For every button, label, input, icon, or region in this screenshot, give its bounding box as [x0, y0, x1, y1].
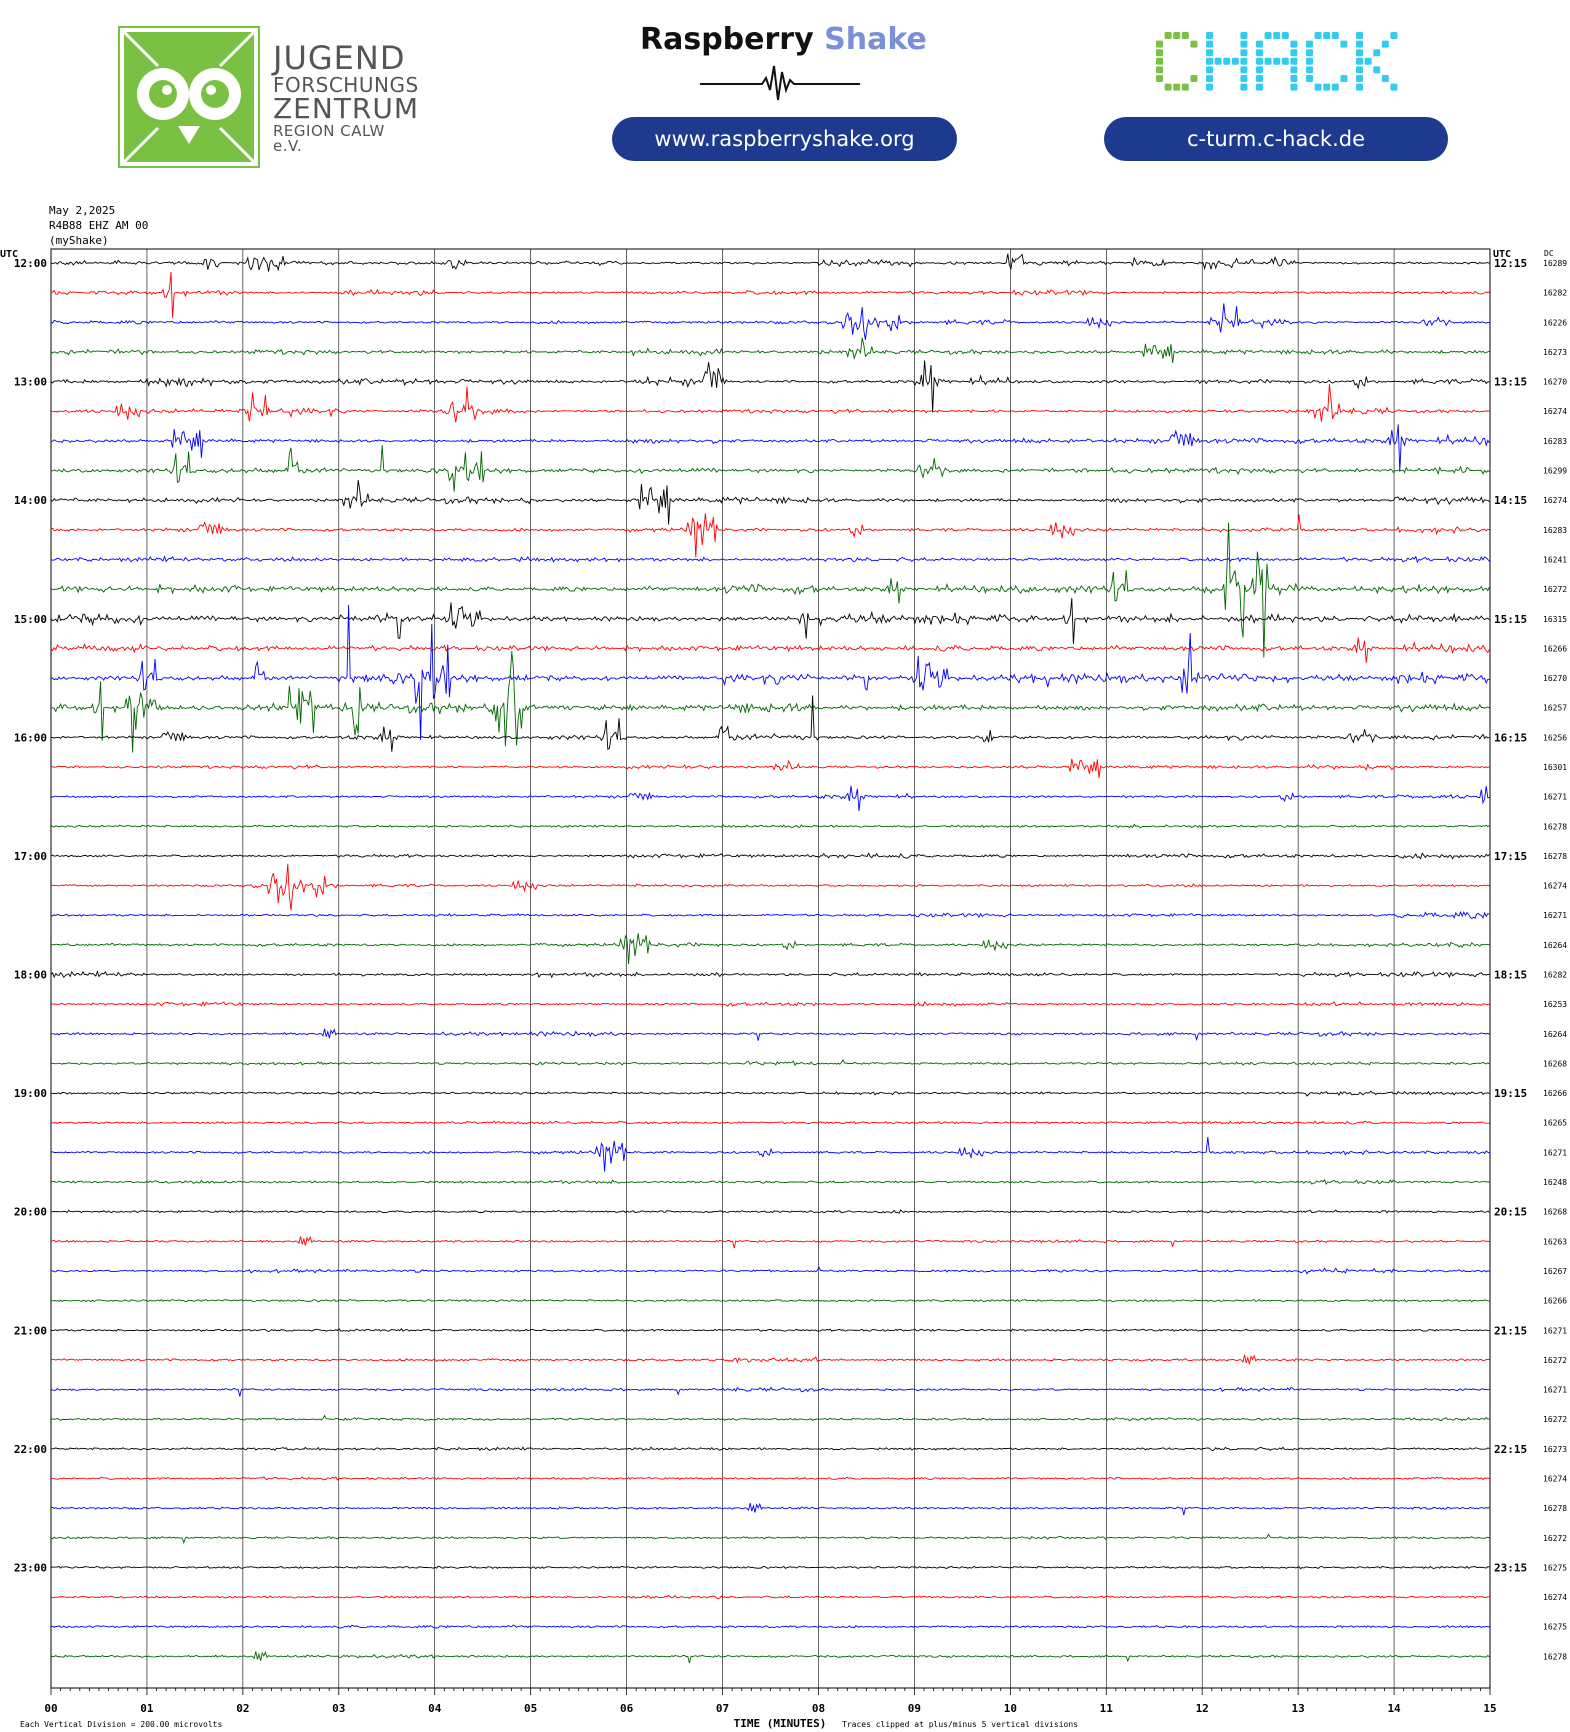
dc-value: 16271 [1543, 1326, 1568, 1336]
brand-shake: Shake [824, 22, 927, 57]
left-hour-label: 15:00 [13, 612, 47, 626]
dc-value: 16282 [1543, 970, 1568, 980]
x-axis-label: TIME (MINUTES) [733, 1717, 827, 1730]
trace-line [51, 1416, 1489, 1421]
dc-value: 16248 [1543, 1178, 1568, 1188]
trace-group [51, 254, 1489, 1664]
right-hour-label: 13:15 [1494, 375, 1528, 389]
right-hour-label: 23:15 [1494, 1561, 1528, 1575]
left-hour-label: 19:00 [13, 1087, 47, 1101]
x-tick-label: 07 [715, 1702, 730, 1715]
x-tick-label: 02 [236, 1702, 250, 1715]
dc-value: 16256 [1543, 733, 1568, 743]
trace-line [51, 1300, 1489, 1302]
dc-value: 16289 [1543, 259, 1568, 268]
x-tick-label: 05 [524, 1702, 538, 1715]
dc-value: 16266 [1543, 1296, 1568, 1306]
dc-value: 16301 [1543, 762, 1568, 772]
left-utc-label: UTC [0, 249, 19, 260]
trace-line [51, 824, 1489, 827]
trace-line [51, 912, 1489, 918]
dc-value: 16266 [1543, 1089, 1568, 1099]
trace-line [51, 445, 1489, 492]
dc-value: 16282 [1543, 288, 1568, 298]
dc-value: 16274 [1543, 496, 1568, 506]
dc-value: 16278 [1543, 851, 1568, 861]
right-hour-label: 21:15 [1494, 1324, 1528, 1338]
trace-line [51, 1002, 1489, 1006]
trace-line [51, 523, 1489, 658]
jfz-line-4: REGION CALW e.V. [273, 121, 385, 155]
left-hour-label: 22:00 [13, 1442, 47, 1456]
trace-line [51, 1503, 1489, 1515]
x-tick-label: 10 [1003, 1702, 1017, 1715]
left-hour-label: 20:00 [13, 1205, 47, 1219]
dc-value: 16299 [1543, 466, 1568, 476]
dc-value: 16272 [1543, 1415, 1568, 1425]
left-hour-label: 14:00 [13, 494, 47, 508]
chart-station: R4B88 EHZ AM 00 [49, 219, 149, 232]
dc-value: 16265 [1543, 1118, 1568, 1128]
dc-value: 16267 [1543, 1266, 1568, 1276]
dc-value: 16241 [1543, 555, 1568, 565]
trace-line [51, 1137, 1489, 1171]
x-tick-label: 00 [44, 1702, 58, 1715]
plot-frame [44, 249, 1496, 1715]
dc-value: 16278 [1543, 822, 1568, 832]
dc-value: 16272 [1543, 1355, 1568, 1365]
dc-value: 16253 [1543, 1000, 1568, 1010]
trace-line [51, 1596, 1489, 1599]
x-tick-label: 14 [1387, 1702, 1401, 1715]
brand-raspberry: Raspberry [640, 22, 814, 57]
x-tick-label: 13 [1291, 1702, 1305, 1715]
trace-line [51, 557, 1489, 563]
trace-line [51, 638, 1489, 663]
dc-value: 16226 [1543, 318, 1568, 328]
right-hour-label: 14:15 [1494, 494, 1528, 508]
x-tick-label: 15 [1483, 1702, 1497, 1715]
trace-line [51, 1267, 1489, 1274]
trace-line [51, 272, 1489, 318]
dc-value: 16273 [1543, 347, 1568, 357]
dc-value: 16271 [1543, 1148, 1568, 1158]
left-hour-label: 17:00 [13, 849, 47, 863]
dc-value: 16275 [1543, 1622, 1568, 1632]
chart-date: May 2,2025 [49, 204, 116, 217]
x-tick-label: 03 [332, 1702, 346, 1715]
x-tick-label: 09 [907, 1702, 922, 1715]
trace-line [51, 480, 1489, 524]
x-tick-label: 12 [1195, 1702, 1209, 1715]
dc-value: 16272 [1543, 585, 1568, 595]
plot-border [51, 249, 1490, 1688]
trace-line [51, 696, 1489, 752]
trace-line [51, 1121, 1489, 1124]
trace-line [51, 1625, 1489, 1628]
right-hour-label: 19:15 [1494, 1087, 1528, 1101]
trace-line [51, 1566, 1489, 1568]
dc-value: 16274 [1543, 407, 1568, 417]
dc-value: 16257 [1543, 703, 1568, 713]
dc-column-label: DC [1544, 249, 1554, 258]
dc-value: 16266 [1543, 644, 1568, 654]
trace-line [51, 360, 1489, 412]
dc-value: 16315 [1543, 614, 1568, 624]
dc-value: 16271 [1543, 1385, 1568, 1395]
dc-value: 16263 [1543, 1237, 1568, 1247]
raspberryshake-url-link[interactable]: www.raspberryshake.org [612, 117, 957, 161]
trace-line [51, 1210, 1489, 1213]
dc-value: 16270 [1543, 674, 1568, 684]
chart-source: (myShake) [49, 234, 109, 247]
x-tick-label: 11 [1099, 1702, 1113, 1715]
trace-line [51, 1477, 1489, 1480]
left-hour-label: 13:00 [13, 375, 47, 389]
trace-line [51, 1329, 1489, 1332]
trace-line [51, 1387, 1489, 1396]
trace-line [51, 786, 1489, 811]
left-hour-label: 21:00 [13, 1324, 47, 1338]
jfz-line-3: ZENTRUM [273, 92, 420, 126]
footer-division-note: Each Vertical Division = 200.00 microvolts [20, 1720, 223, 1729]
trace-line [51, 605, 1489, 740]
dc-value: 16274 [1543, 1474, 1568, 1484]
right-hour-label: 20:15 [1494, 1205, 1528, 1219]
trace-line [51, 1029, 1489, 1041]
left-hour-label: 23:00 [13, 1561, 47, 1575]
dc-value: 16275 [1543, 1563, 1568, 1573]
dc-value: 16274 [1543, 1593, 1568, 1603]
trace-line [51, 1236, 1489, 1248]
dc-value: 16278 [1543, 1504, 1568, 1514]
x-tick-label: 01 [140, 1702, 154, 1715]
dc-value: 16274 [1543, 881, 1568, 891]
x-tick-label: 08 [811, 1702, 826, 1715]
trace-line [51, 1355, 1489, 1365]
dc-value: 16272 [1543, 1533, 1568, 1543]
trace-line [51, 1060, 1489, 1066]
dc-value: 16270 [1543, 377, 1568, 387]
trace-line [51, 1651, 1489, 1663]
trace-line [51, 513, 1489, 557]
trace-line [51, 338, 1489, 363]
trace-line [51, 1534, 1489, 1543]
right-hour-label: 18:15 [1494, 968, 1528, 982]
right-hour-label: 12:15 [1494, 257, 1528, 270]
trace-line [51, 254, 1489, 272]
trace-line [51, 1180, 1489, 1184]
right-utc-label: UTC [1493, 249, 1512, 260]
dc-value: 16271 [1543, 792, 1568, 802]
footer-clip-note: Traces clipped at plus/minus 5 vertical divisions [842, 1720, 1079, 1729]
dc-value: 16283 [1543, 436, 1568, 446]
right-hour-label: 22:15 [1494, 1442, 1528, 1456]
trace-line [51, 303, 1489, 339]
dc-value: 16268 [1543, 1207, 1568, 1217]
dc-value: 16273 [1543, 1444, 1568, 1454]
trace-line [51, 972, 1489, 978]
x-tick-label: 06 [619, 1702, 634, 1715]
right-hour-label: 16:15 [1494, 731, 1528, 745]
dc-value: 16278 [1543, 1652, 1568, 1662]
trace-line [51, 384, 1489, 422]
trace-line [51, 759, 1489, 778]
trace-line [51, 1447, 1489, 1450]
jfz-line-1: JUGEND [273, 39, 406, 77]
trace-line [51, 864, 1489, 911]
c-hack-url-link[interactable]: c-turm.c-hack.de [1104, 117, 1448, 161]
right-hour-label: 15:15 [1494, 612, 1528, 626]
trace-line [51, 1091, 1489, 1096]
right-hour-label: 17:15 [1494, 849, 1528, 863]
trace-line [51, 933, 1489, 964]
dc-value: 16283 [1543, 525, 1568, 535]
x-tick-label: 04 [428, 1702, 442, 1715]
label-group [14, 257, 1567, 1661]
dc-value: 16268 [1543, 1059, 1568, 1069]
dc-value: 16271 [1543, 911, 1568, 921]
trace-line [51, 598, 1489, 644]
jfz-line-2: FORSCHUNGS [273, 72, 419, 97]
left-hour-label: 18:00 [13, 968, 47, 982]
trace-line [51, 853, 1489, 858]
left-hour-label: 16:00 [13, 731, 47, 745]
dc-value: 16264 [1543, 940, 1568, 950]
left-hour-label: 12:00 [13, 257, 47, 270]
dc-value: 16264 [1543, 1029, 1568, 1039]
trace-line [51, 424, 1489, 471]
